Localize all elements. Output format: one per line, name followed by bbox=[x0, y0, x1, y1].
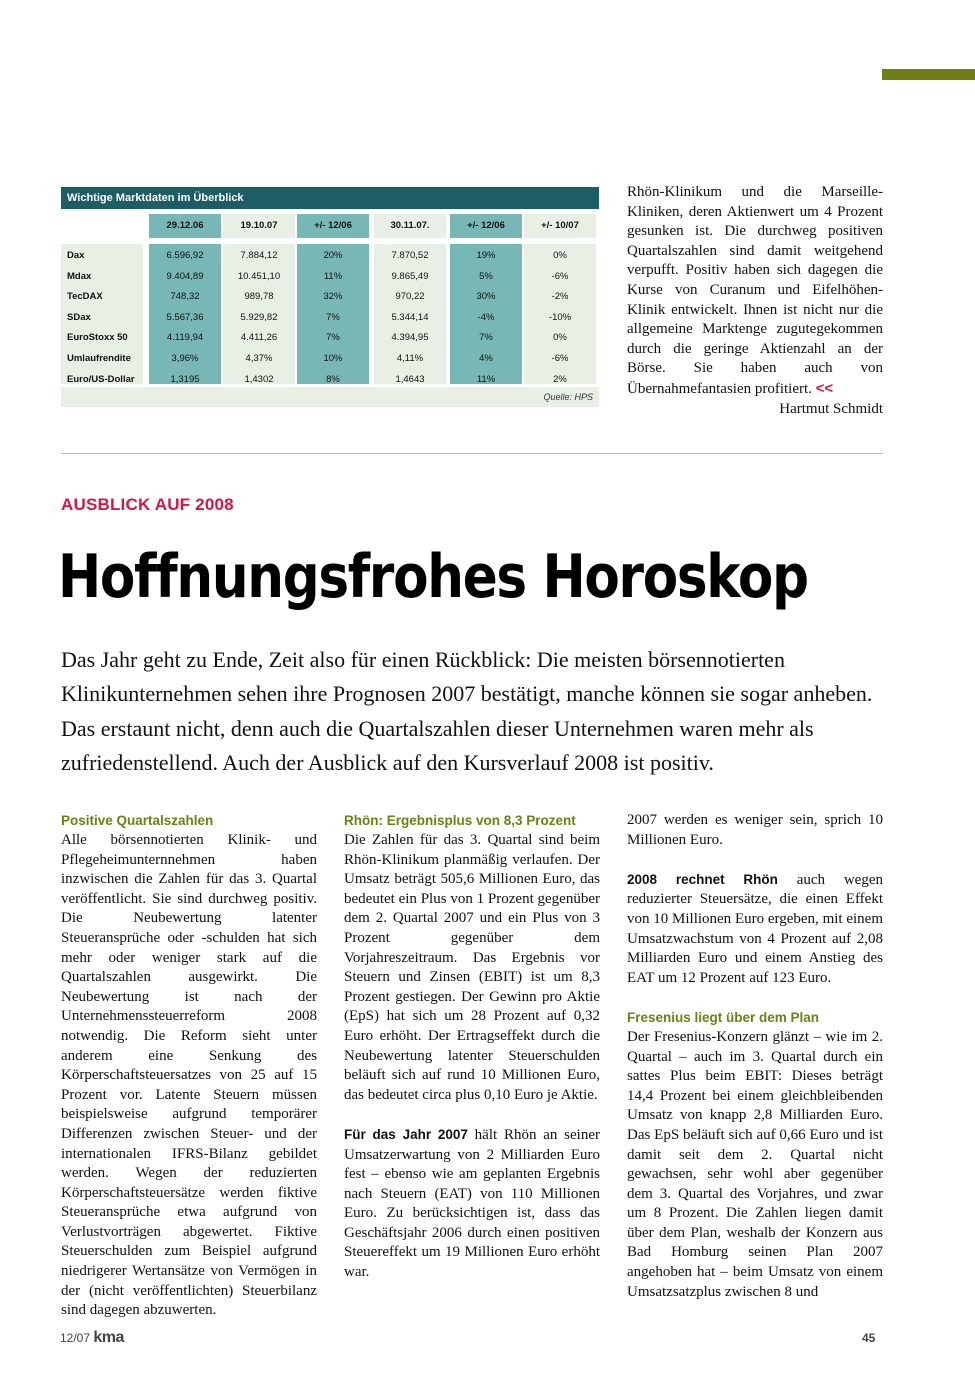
side-text: Rhön-Klinikum und die Marseille-Kliniken, deren Aktienwert um 4 Prozent gesunken ist. Die durchweg positiven Quartalszahlen sind damit weitgehend verpufft. Positiv haben sich dagegen die Kurse von Curanum und Eifelhöhen-Klinik entwickelt. Ihnen ist nicht nur die allgemeine Marktenge zugutegekommen durch die geringe Aktienzahl an der Börse. Sie haben auch von Übernahmefantasien profitiert. bbox=[627, 184, 883, 397]
table-cell: 4,11% bbox=[396, 353, 424, 364]
column-header: +/- 12/06 bbox=[467, 220, 505, 231]
lead-in: 2008 rechnet Rhön bbox=[627, 871, 778, 887]
table-cell: 3,96% bbox=[171, 353, 199, 364]
row-label: TecDAX bbox=[67, 291, 103, 303]
table-cell: 4.411,26 bbox=[240, 332, 278, 344]
table-cell: 11% bbox=[476, 373, 496, 385]
table-cell: -6% bbox=[551, 353, 569, 364]
table-cell: 9.404,89 bbox=[166, 270, 204, 282]
table-cell: 7.884,12 bbox=[240, 250, 278, 261]
table-title: Wichtige Marktdaten im Überblick bbox=[61, 187, 599, 209]
table-cell: 5% bbox=[479, 270, 493, 282]
body-text: Alle börsennotierten Klinik- und Pflegeheimunternnehmen haben inzwischen die Zahlen für das 3. Quartal veröffentlicht. Sie sind durchweg positiv. Die Neubewertung latenter Steueransprüche oder -schulden hat sich mehr oder weniger stark auf die Quartalszahlen ausgewirkt. Die Neubewertung ist nach der Unternehmenssteuerreform 2008 notwendig. Die Reform sieht unter anderem eine Senkung des Körperschaftsteuersatzes von 25 auf 15 Prozent vor. Latente Steuern müssen beispielsweise aufgrund temporärer Differenzen zwischen Steuer- und der internationalen IFRS-Bilanz gebildet werden. Wegen der reduzierten Körperschaftsteuersätze werden fiktive Steueransprüche etwa aufgrund von Verlustvorträgen abgewertet. Fiktive Steuerschulden zum Beispiel aufgrund niedrigerer Wertansätze von Vermögen in der (nicht veröffentlichten) Steuerbilanz sind dagegen abzuwerten. bbox=[61, 832, 317, 1319]
table-cell: 8% bbox=[326, 373, 340, 385]
table-cell: 1,4302 bbox=[244, 373, 274, 385]
table-cell: 4.119,94 bbox=[166, 332, 204, 344]
table-cell: -4% bbox=[477, 311, 495, 323]
table-cell: 5.344,14 bbox=[391, 311, 429, 323]
row-label: Dax bbox=[67, 250, 85, 261]
table-cell: 5.929,82 bbox=[240, 311, 278, 323]
table-cell: 30% bbox=[476, 291, 496, 303]
row-label: Euro/US-Dollar bbox=[67, 373, 135, 385]
table-cell: 10.451,10 bbox=[237, 270, 281, 282]
header-separator bbox=[61, 238, 599, 244]
table-cell: 19% bbox=[476, 250, 496, 261]
lead-paragraph: Das Jahr geht zu Ende, Zeit also für einen Rückblick: Die meisten börsennotierten Klinikunternehmen sehen ihre Prognosen 2007 bestätigt, manche können sie sogar anheben. Das erstaunt nicht, denn auch die Quartalszahlen dieser Unternehmen waren mehr als zufriedenstellend. Auch der Ausblick auf den Kursverlauf 2008 ist positiv. bbox=[61, 647, 873, 776]
body-text: 2007 werden es weniger sein, sprich 10 Millionen Euro. bbox=[627, 812, 883, 848]
table-cell: 32% bbox=[323, 291, 343, 303]
table-cell: 4.394,95 bbox=[391, 332, 429, 344]
table-cell: -6% bbox=[551, 270, 569, 282]
table-cell: 11% bbox=[323, 270, 343, 282]
side-column bbox=[627, 183, 883, 419]
headline: Hoffnungsfrohes Horoskop bbox=[58, 542, 808, 612]
body-text: Die Zahlen für das 3. Quartal sind beim Rhön-Klinikum planmäßig verlaufen. Der Umsatz beträgt 505,6 Millionen Euro, das bedeutet ein Plus von 1 Prozent gegenüber dem 2. Quartal 2007 und ein Plus von 3 Prozent gegenüber dem Vorjahreszeitraum. Das Ergebnis vor Steuern und Zinsen (EBIT) ist um 8,3 Prozent gestiegen. Der Gewinn pro Aktie (EpS) hat sich um 28 Prozent auf 0,32 Euro erhöht. Der Ertragseffekt durch die Neubewertung latenter Steuerschulden beläuft sich auf rund 10 Millionen Euro, das bedeutet circa plus 0,10 Euro je Aktie. bbox=[344, 832, 600, 1103]
page-number: 45 bbox=[862, 1331, 876, 1345]
body-text: Für das Jahr 2007 hält Rhön an seiner Umsatzerwartung von 2 Milliarden Euro fest – ebenso wie am geplanten Ergebnis nach Steuern (EAT) von 110 Millionen Euro. Zu berücksichtigen ist, dass das Geschäftsjahr 2006 durch einen positiven Steuereffekt um 19 Millionen Euro erhöht war. bbox=[344, 1126, 600, 1281]
table-cell: 0% bbox=[553, 250, 567, 261]
table-cell: 5.567,36 bbox=[166, 311, 204, 323]
table-cell: 7% bbox=[326, 311, 340, 323]
footer-issue bbox=[60, 1329, 124, 1347]
table-cell: 0% bbox=[553, 332, 567, 344]
table-cell: 989,78 bbox=[244, 291, 274, 303]
article-column-1 bbox=[61, 811, 317, 1321]
table-cell: 970,22 bbox=[395, 291, 425, 303]
market-data-table bbox=[61, 187, 599, 407]
author: Hartmut Schmidt bbox=[779, 400, 883, 417]
table-cell: 6.596,92 bbox=[166, 250, 204, 261]
column-header: +/- 12/06 bbox=[314, 220, 352, 231]
subheading: Positive Quartalszahlen bbox=[61, 813, 214, 828]
table-cell: 7.870,52 bbox=[391, 250, 429, 261]
issue-number: 12/07 bbox=[60, 1331, 91, 1345]
article-column-3 bbox=[627, 811, 883, 1302]
column-header: 30.11.07. bbox=[390, 220, 430, 231]
table-cell: 9.865,49 bbox=[391, 270, 429, 282]
body-text: 2008 rechnet Rhön auch wegen reduzierter Steuersätze, die einen Effekt von 10 Millionen Euro ergeben, mit einem Umsatzwachstum von 4 Prozent auf 2,08 Milliarden Euro und einem Anstieg des EAT um 12 Prozent auf 123 Euro. bbox=[627, 871, 883, 986]
table-cell: 4,37% bbox=[245, 353, 273, 364]
lead-in: Für das Jahr 2007 bbox=[344, 1126, 468, 1142]
table-source: Quelle: HPS bbox=[61, 387, 599, 407]
article-column-2 bbox=[344, 811, 600, 1283]
table-cell: 1,4643 bbox=[395, 373, 425, 385]
column-header: 29.12.06 bbox=[166, 220, 204, 231]
table-cell: 7% bbox=[326, 332, 340, 344]
body-text: Der Fresenius-Konzern glänzt – wie im 2. Quartal – auch im 3. Quartal durch ein sattes Plus beim EBIT: Dieses beträgt 14,4 Prozent bei einem gleichbleibenden Umsatz von knapp 2,8 Milliarden Euro. Das EpS beläuft sich auf 0,66 Euro und ist damit seit dem 2. Quartal nicht gewachsen, sehr wohl aber gegenüber dem 3. Quartal des Vorjahres, und zwar um 8 Prozent. Die Zahlen liegen damit über dem Plan, weshalb der Konzern aus Bad Homburg seinen Plan 2007 angehoben hat – beim Umsatz von einem Umsatzsatzplus zwischen 8 und bbox=[627, 1028, 883, 1300]
subheading: Rhön: Ergebnisplus von 8,3 Prozent bbox=[344, 813, 576, 828]
column-header: 19.10.07 bbox=[240, 220, 278, 231]
accent-bar bbox=[882, 69, 975, 80]
table-cell: 7% bbox=[479, 332, 493, 344]
table-cell: 4% bbox=[479, 353, 493, 364]
row-label: Mdax bbox=[67, 270, 92, 282]
row-label: SDax bbox=[67, 311, 91, 323]
divider bbox=[61, 453, 883, 454]
kicker: AUSBLICK AUF 2008 bbox=[61, 495, 234, 514]
end-mark: << bbox=[815, 379, 834, 397]
table-cell: -10% bbox=[548, 311, 572, 323]
table-cell: 2% bbox=[553, 373, 567, 385]
table-grid bbox=[61, 214, 599, 384]
column-header: +/- 10/07 bbox=[541, 220, 579, 231]
table-cell: 748,32 bbox=[170, 291, 200, 303]
table-cell: 10% bbox=[323, 353, 343, 364]
brand-logo: kma bbox=[93, 1329, 124, 1346]
table-cell: 20% bbox=[323, 250, 343, 261]
table-cell: -2% bbox=[551, 291, 569, 303]
subheading: Fresenius liegt über dem Plan bbox=[627, 1009, 820, 1025]
row-label: Umlaufrendite bbox=[67, 353, 131, 364]
table-cell: 1,3195 bbox=[170, 373, 200, 385]
row-label: EuroStoxx 50 bbox=[67, 332, 128, 344]
